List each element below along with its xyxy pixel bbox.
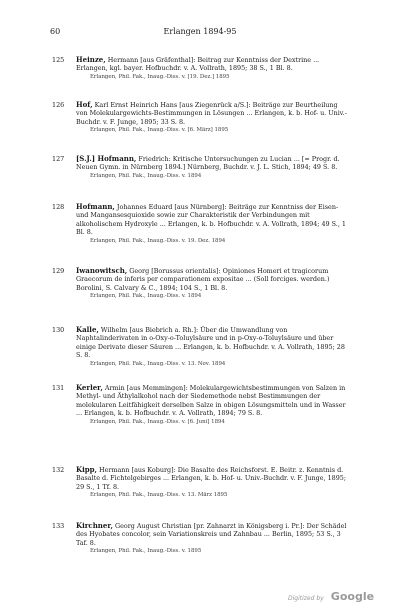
entry-text: Johannes Eduard [aus Nürnberg]: Beiträge zur Kenntniss der Eisen- und Mangansesquioxide sowie zur Charakteristik der Verbindungen mit alkoholischem Hydroxyle ... Erlangen, k. b. Hofbuchdr. v. A. Vollrath, 1894; 49 S., 1 Bl. 8. <box>76 203 346 237</box>
watermark-by: Digitized by <box>288 595 324 602</box>
entry-131 <box>52 384 348 426</box>
entry-number: 129 <box>52 267 65 275</box>
entry-author: [S.J.] Hofmann, <box>76 154 137 163</box>
entry-number: 125 <box>52 56 65 64</box>
entry-text: Hermann [aus Koburg]: Die Basalte des Reichsforst. E. Beitr. z. Kenntnis d. Basalte d. Fichtelgebirges ... Erlangen, k. b. Hof- u. Univ.-Buchdr. v. F. Junge, 1895; 29 S., 1 Tf. 8. <box>76 466 347 491</box>
entry-note: Erlangen, Phil. Fak., Inaug.-Diss. v. [6. Juni] 1894 <box>90 418 225 425</box>
entry-text: Wilhelm [aus Biebrich a. Rh.]: Über die Umwandlung von Naphtalinderivaten in o-Oxy-o-Toluylsäure und in p-Oxy-o-Toluylsäure und über einige Derivate dieser Säuren ... Erlangen, k. b. Hofbuchdr. v. A. Vollrath, 1895; 28 S. 8. <box>76 326 345 360</box>
entry-number: 126 <box>52 101 65 109</box>
entry-125 <box>52 56 348 81</box>
entry-126 <box>52 101 348 134</box>
entry-note: Erlangen, Phil. Fak., Inaug.-Diss. v. 1895 <box>90 548 202 555</box>
watermark-brand: Google <box>330 590 375 603</box>
entry-author: Kipp, <box>76 465 97 474</box>
page-number: 60 <box>50 27 61 36</box>
entry-text: Armin [aus Memmingen]: Molekulargewichtsbestimmungen von Salzen in Methyl- und Äthylalkohol nach der Siedemethode nebst Bestimmungen der molekularen Leitfähigkeit derselben Salze in obigen Lösungsmitteln und in Wasser ... Erlangen, k. b. Hofbuchdr. v. A. Vollrath, 1894; 79 S. 8. <box>76 384 346 418</box>
entry-note: Erlangen, Phil. Fak., Inaug.-Diss. v. 13. Nov. 1894 <box>90 360 226 367</box>
entry-note: Erlangen, Phil. Fak., Inaug.-Diss. v. 1894 <box>90 293 202 300</box>
entry-author: Hofmann, <box>76 202 115 211</box>
entry-author: Kerler, <box>76 383 103 392</box>
entry-text: Hermann [aus Gräfenthal]: Beitrag zur Kenntniss der Dextrine ... Erlangen, kgl. bayer. Hofbuchdr. v. A. Vollrath, 1895; 38 S., 1 Bl. 8. <box>76 56 320 73</box>
entry-number: 127 <box>52 155 65 163</box>
entry-author: Kirchner, <box>76 521 113 530</box>
entry-note: Erlangen, Phil. Fak., Inaug.-Diss. v. [19. Dez.] 1895 <box>90 73 230 80</box>
entry-number: 131 <box>52 384 65 392</box>
page-header <box>0 27 400 39</box>
entry-author: Kalle, <box>76 325 99 334</box>
running-title: Erlangen 1894-95 <box>163 27 237 36</box>
entry-text: Friedrich: Kritische Untersuchungen zu Lucian ... [= Progr. d. Neuen Gymn. in Nürnberg 1894.] Nürnberg, Buchdr. v. J. L. Stich, 1894; 49 S. 8. <box>76 155 340 172</box>
entry-text: Georg August Christian [pr. Zahnarzt in Königsberg i. Pr.]: Der Schädel des Hyobates concolor, sein Variationskreis und Zahnbau ... Berlin, 1895; 53 S., 3 Taf. 8. <box>76 522 347 547</box>
entry-number: 128 <box>52 203 65 211</box>
entry-133 <box>52 522 348 555</box>
entry-130 <box>52 326 348 368</box>
entry-text: Karl Ernst Heinrich Hans [aus Ziegenrück a/S.]: Beiträge zur Beurtheilung von Molekulargewichts-Bestimmungen in Lösungen ... Erlangen, k. b. Hof- u. Univ.-Buchdr. v. F. Junge, 1895; 33 S. 8. <box>76 101 347 126</box>
entry-author: Hof, <box>76 100 93 109</box>
entry-note: Erlangen, Phil. Fak., Inaug.-Diss. v. [6. März] 1895 <box>90 127 229 134</box>
entry-number: 132 <box>52 466 65 474</box>
entry-number: 130 <box>52 326 65 334</box>
entry-132 <box>52 466 348 499</box>
entry-129 <box>52 267 348 300</box>
entry-number: 133 <box>52 522 65 530</box>
entry-note: Erlangen, Phil. Fak., Inaug.-Diss. v. 13. März 1895 <box>90 492 228 499</box>
entry-128 <box>52 203 348 245</box>
entry-note: Erlangen, Phil. Fak., Inaug.-Diss. v. 1894 <box>90 172 202 179</box>
entry-127 <box>52 155 348 180</box>
digitization-watermark <box>288 585 374 604</box>
entry-note: Erlangen, Phil. Fak., Inaug.-Diss. v. 19. Dez. 1894 <box>90 237 226 244</box>
entry-text: Georg [Borussus orientalis]: Opiniones Homeri et tragicorum Graecorum de inferis per comparationem expositae ... (Soll forciges. werden.) Borolini, S. Calvary & C., 1894; 104 S., 1 Bl. 8. <box>76 267 330 292</box>
entry-author: Iwanowitsch, <box>76 266 128 275</box>
entry-author: Heinze, <box>76 55 106 64</box>
